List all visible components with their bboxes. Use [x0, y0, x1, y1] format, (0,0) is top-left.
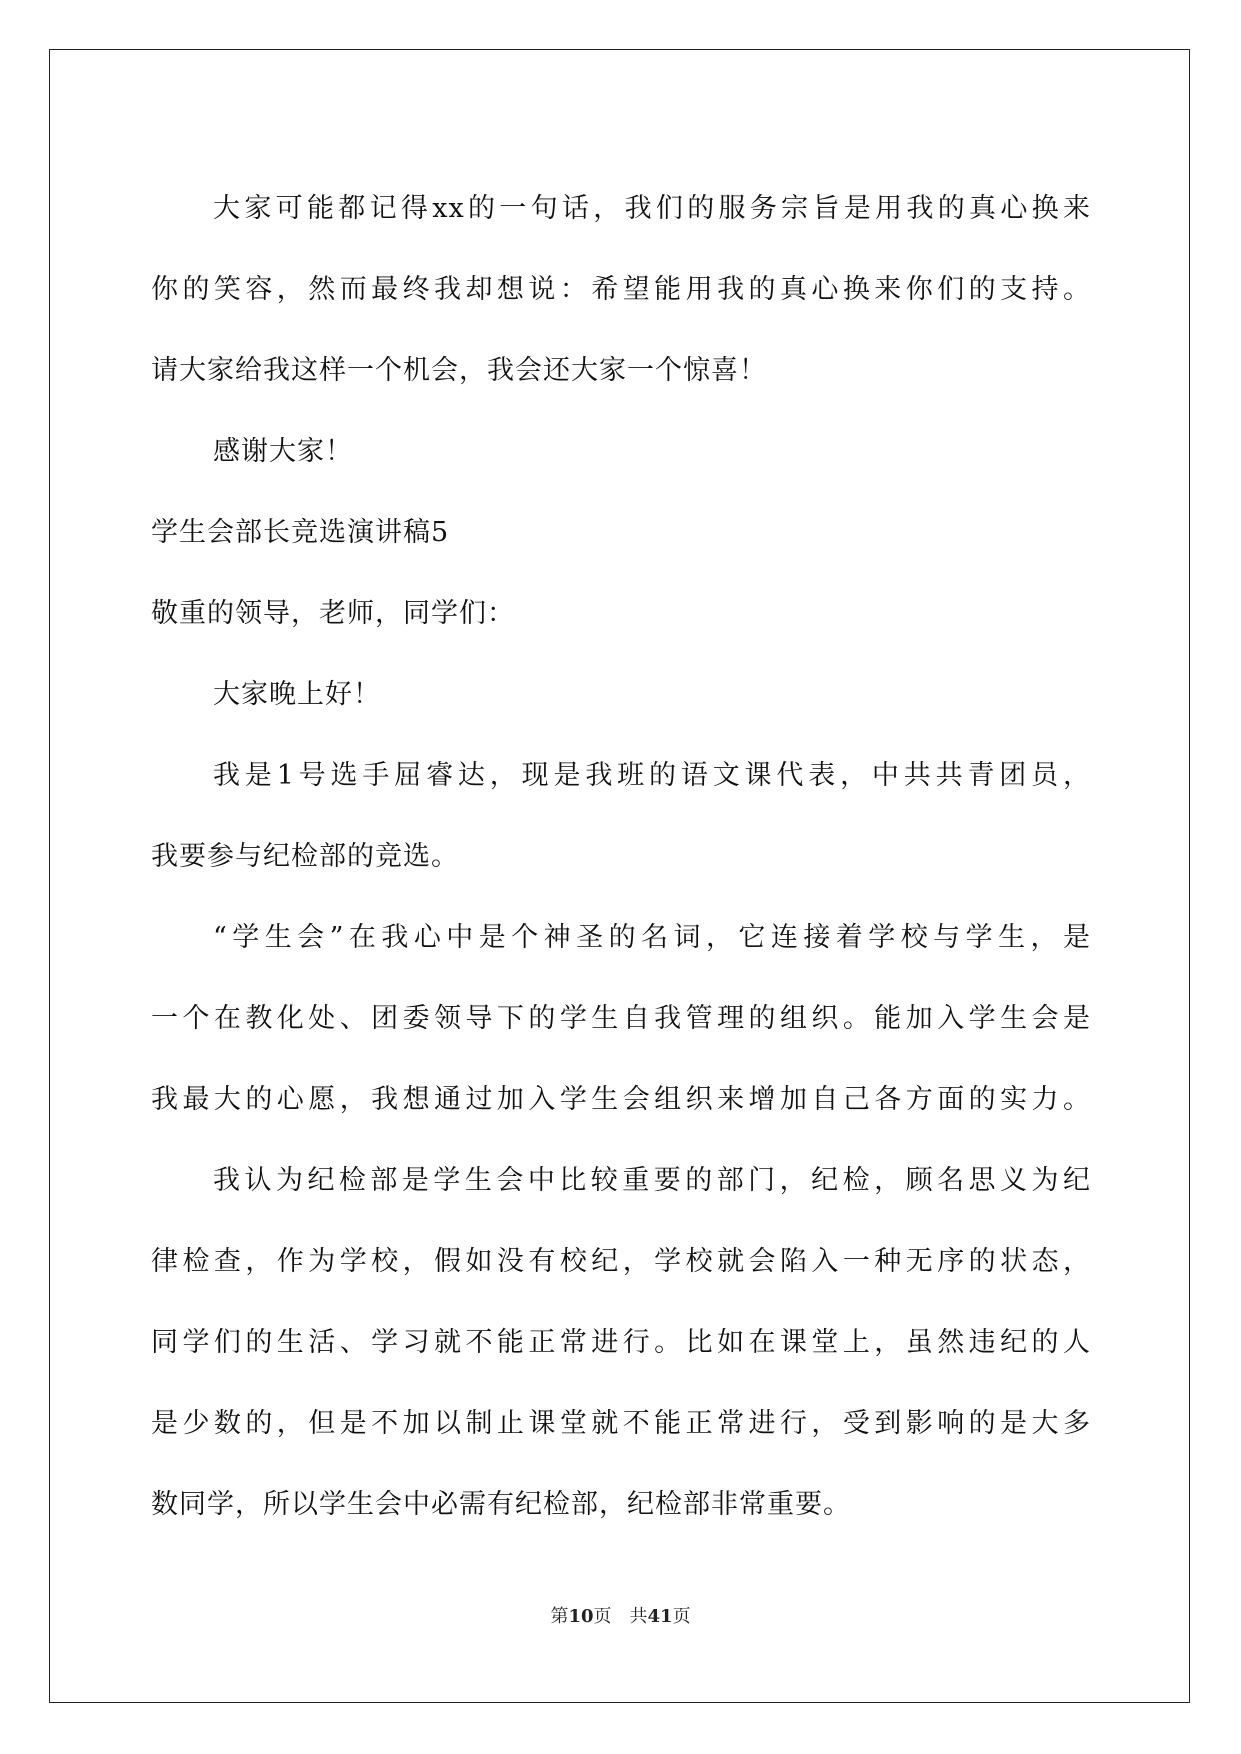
text-line: “学生会”在我心中是个神圣的名词，它连接着学校与学生，是 [213, 922, 1091, 953]
text-line: 你的笑容，然而最终我却想说：希望能用我的真心换来你们的支持。 [151, 274, 1091, 305]
text-line: 我认为纪检部是学生会中比较重要的部门，纪检，顾名思义为纪 [213, 1165, 1091, 1196]
text-line: 我要参与纪检部的竞选。 [151, 841, 459, 872]
total-prefix: 共 [629, 1606, 648, 1627]
text-line: 律检查，作为学校，假如没有校纪，学校就会陷入一种无序的状态， [151, 1246, 1091, 1277]
page-footer [0, 1602, 1241, 1628]
total-suffix: 页 [672, 1606, 691, 1627]
page-current: 10 [568, 1606, 594, 1627]
text-line: 我最大的心愿，我想通过加入学生会组织来增加自己各方面的实力。 [151, 1084, 1091, 1115]
text-line: 是少数的，但是不加以制止课堂就不能正常进行，受到影响的是大多 [151, 1408, 1091, 1439]
salutation: 敬重的领导，老师，同学们： [151, 598, 515, 629]
text-line: 大家可能都记得xx的一句话，我们的服务宗旨是用我的真心换来 [213, 193, 1091, 224]
text-line: 感谢大家！ [213, 436, 353, 467]
document-body [151, 168, 1091, 1545]
page-total: 41 [647, 1606, 673, 1627]
page-suffix: 页 [593, 1606, 612, 1627]
text-line: 一个在教化处、团委领导下的学生自我管理的组织。能加入学生会是 [151, 1003, 1091, 1034]
text-line: 同学们的生活、学习就不能正常进行。比如在课堂上，虽然违纪的人 [151, 1327, 1091, 1358]
text-line: 数同学，所以学生会中必需有纪检部，纪检部非常重要。 [151, 1489, 851, 1520]
text-line: 我是1号选手屈睿达，现是我班的语文课代表，中共共青团员， [213, 760, 1091, 791]
section-heading: 学生会部长竞选演讲稿5 [151, 517, 450, 548]
page-prefix: 第 [550, 1606, 569, 1627]
greeting: 大家晚上好！ [213, 679, 381, 710]
text-line: 请大家给我这样一个机会，我会还大家一个惊喜！ [151, 355, 767, 386]
